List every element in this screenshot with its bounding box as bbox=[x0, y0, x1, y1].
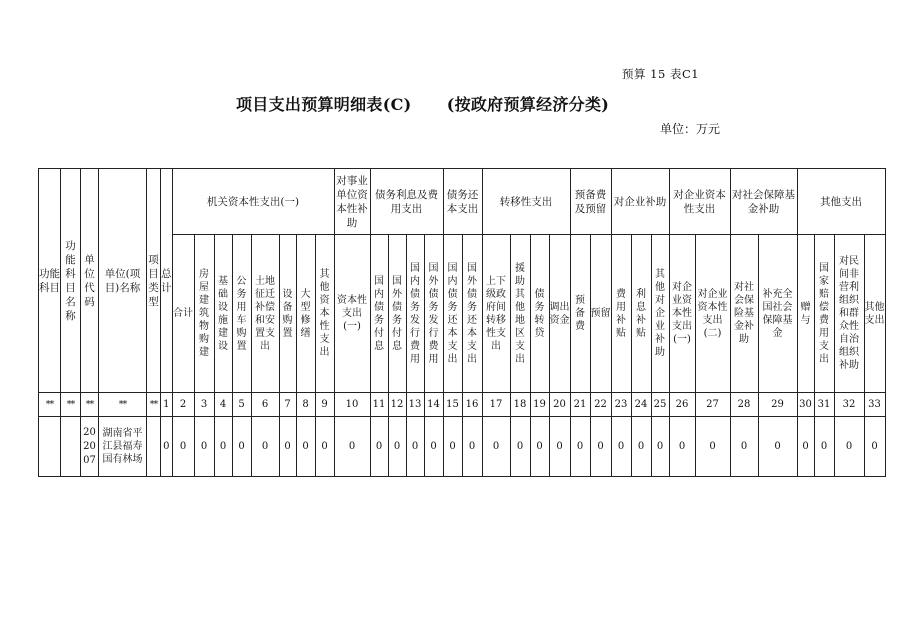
group-header-debt-principal: 债务还本支出 bbox=[443, 169, 482, 235]
index-cell: 20 bbox=[549, 393, 570, 417]
group-header-enterprise-subsidy: 对企业补助 bbox=[611, 169, 669, 235]
value-cell: 0 bbox=[814, 417, 834, 477]
value-cell: 0 bbox=[530, 417, 549, 477]
index-cell: 1 bbox=[161, 393, 173, 417]
col-header: 国外债务还本支出 bbox=[462, 235, 482, 393]
index-cell: 31 bbox=[814, 393, 834, 417]
index-cell: ** bbox=[39, 393, 61, 417]
group-header-social-security: 对社会保障基金补助 bbox=[730, 169, 797, 235]
index-cell: 11 bbox=[370, 393, 388, 417]
func-name-cell bbox=[61, 417, 81, 477]
col-header: 国内债务付息 bbox=[370, 235, 388, 393]
index-row bbox=[39, 393, 886, 417]
table-row bbox=[39, 417, 886, 477]
col-header: 房屋建筑物购建 bbox=[194, 235, 214, 393]
col-header: 公务用车购置 bbox=[232, 235, 251, 393]
budget-table bbox=[38, 168, 886, 477]
value-cell: 0 bbox=[172, 417, 194, 477]
index-cell: 4 bbox=[214, 393, 232, 417]
col-header: 对企业资本性支出(一) bbox=[669, 235, 695, 393]
index-cell: 18 bbox=[510, 393, 530, 417]
value-cell: 0 bbox=[214, 417, 232, 477]
col-header: 债务转贷 bbox=[530, 235, 549, 393]
col-header-func-code: 功能科目 bbox=[39, 169, 61, 393]
value-cell: 0 bbox=[864, 417, 885, 477]
col-header: 国内债务发行费用 bbox=[406, 235, 424, 393]
col-header: 设备购置 bbox=[279, 235, 296, 393]
value-cell: 0 bbox=[730, 417, 758, 477]
index-cell: 33 bbox=[864, 393, 885, 417]
index-cell: 14 bbox=[424, 393, 443, 417]
index-cell: 12 bbox=[388, 393, 406, 417]
index-cell: 25 bbox=[651, 393, 669, 417]
group-header-row bbox=[39, 169, 886, 235]
value-cell: 0 bbox=[834, 417, 864, 477]
col-header: 调出资金 bbox=[549, 235, 570, 393]
value-cell: 0 bbox=[570, 417, 590, 477]
index-cell: 19 bbox=[530, 393, 549, 417]
value-cell: 0 bbox=[590, 417, 611, 477]
col-header: 补充全国社会保障基金 bbox=[758, 235, 797, 393]
unit-code-cell: 202007 bbox=[81, 417, 99, 477]
index-cell: 21 bbox=[570, 393, 590, 417]
index-cell: 6 bbox=[251, 393, 279, 417]
index-cell: 22 bbox=[590, 393, 611, 417]
index-cell: ** bbox=[81, 393, 99, 417]
value-cell: 0 bbox=[370, 417, 388, 477]
index-cell: 7 bbox=[279, 393, 296, 417]
col-header: 利息补贴 bbox=[631, 235, 651, 393]
col-header: 赠与 bbox=[797, 235, 814, 393]
group-header-agency-capital: 机关资本性支出(一) bbox=[172, 169, 334, 235]
value-cell: 0 bbox=[462, 417, 482, 477]
col-header: 其他支出 bbox=[864, 235, 885, 393]
value-cell: 0 bbox=[424, 417, 443, 477]
index-cell: 9 bbox=[315, 393, 334, 417]
group-header-institution-capital: 对事业单位资本性补助 bbox=[334, 169, 370, 235]
func-code-cell bbox=[39, 417, 61, 477]
index-cell: 32 bbox=[834, 393, 864, 417]
value-cell: 0 bbox=[631, 417, 651, 477]
value-cell: 0 bbox=[443, 417, 462, 477]
index-cell: 27 bbox=[695, 393, 730, 417]
index-cell: 8 bbox=[296, 393, 315, 417]
value-cell: 0 bbox=[251, 417, 279, 477]
col-header: 资本性支出(一) bbox=[334, 235, 370, 393]
value-cell: 0 bbox=[669, 417, 695, 477]
col-header: 其他对企业补助 bbox=[651, 235, 669, 393]
group-header-enterprise-capital: 对企业资本性支出 bbox=[669, 169, 730, 235]
index-cell: ** bbox=[147, 393, 161, 417]
col-header: 其他资本性支出 bbox=[315, 235, 334, 393]
value-cell: 0 bbox=[695, 417, 730, 477]
col-header-func-name: 功能科目名称 bbox=[61, 169, 81, 393]
index-cell: 26 bbox=[669, 393, 695, 417]
unit-label: 单位：万元 bbox=[660, 122, 721, 136]
index-cell: 10 bbox=[334, 393, 370, 417]
col-header: 预备费 bbox=[570, 235, 590, 393]
col-header: 对企业资本性支出(二) bbox=[695, 235, 730, 393]
page-title: 项目支出预算明细表(C) (按政府预算经济分类) bbox=[236, 95, 610, 114]
group-header-transfer: 转移性支出 bbox=[482, 169, 570, 235]
value-cell: 0 bbox=[315, 417, 334, 477]
index-cell: 13 bbox=[406, 393, 424, 417]
project-type-cell bbox=[147, 417, 161, 477]
col-header: 对社会保险基金补助 bbox=[730, 235, 758, 393]
col-header: 援助其他地区支出 bbox=[510, 235, 530, 393]
col-header-unit-code: 单位代码 bbox=[81, 169, 99, 393]
value-cell: 0 bbox=[406, 417, 424, 477]
value-cell: 0 bbox=[758, 417, 797, 477]
col-header: 上下级政府间转移性支出 bbox=[482, 235, 510, 393]
col-header: 国内债务还本支出 bbox=[443, 235, 462, 393]
form-code: 预算 15 表C1 bbox=[622, 67, 700, 81]
value-cell: 0 bbox=[161, 417, 173, 477]
index-cell: 15 bbox=[443, 393, 462, 417]
col-header: 国外债务付息 bbox=[388, 235, 406, 393]
col-header-project-type: 项目类型 bbox=[147, 169, 161, 393]
col-header: 土地征迁补偿和安置支出 bbox=[251, 235, 279, 393]
col-header: 预留 bbox=[590, 235, 611, 393]
unit-name-cell: 湖南省平江县福寿国有林场 bbox=[99, 417, 147, 477]
index-cell: 16 bbox=[462, 393, 482, 417]
index-cell: ** bbox=[61, 393, 81, 417]
value-cell: 0 bbox=[194, 417, 214, 477]
value-cell: 0 bbox=[797, 417, 814, 477]
index-cell: 2 bbox=[172, 393, 194, 417]
value-cell: 0 bbox=[334, 417, 370, 477]
value-cell: 0 bbox=[296, 417, 315, 477]
col-header: 基础设施建设 bbox=[214, 235, 232, 393]
group-header-other: 其他支出 bbox=[797, 169, 885, 235]
group-header-reserve: 预备费及预留 bbox=[570, 169, 611, 235]
col-header: 国外债务发行费用 bbox=[424, 235, 443, 393]
index-cell: 3 bbox=[194, 393, 214, 417]
value-cell: 0 bbox=[611, 417, 631, 477]
col-header: 费用补贴 bbox=[611, 235, 631, 393]
col-header: 对民间非营利组织和群众性自治组织补助 bbox=[834, 235, 864, 393]
col-header: 大型修缮 bbox=[296, 235, 315, 393]
index-cell: 17 bbox=[482, 393, 510, 417]
index-cell: 30 bbox=[797, 393, 814, 417]
index-cell: 24 bbox=[631, 393, 651, 417]
index-cell: ** bbox=[99, 393, 147, 417]
col-header: 合计 bbox=[172, 235, 194, 393]
index-cell: 28 bbox=[730, 393, 758, 417]
group-header-debt-interest: 债务利息及费用支出 bbox=[370, 169, 443, 235]
index-cell: 23 bbox=[611, 393, 631, 417]
value-cell: 0 bbox=[232, 417, 251, 477]
col-header: 国家赔偿费用支出 bbox=[814, 235, 834, 393]
value-cell: 0 bbox=[388, 417, 406, 477]
value-cell: 0 bbox=[482, 417, 510, 477]
value-cell: 0 bbox=[279, 417, 296, 477]
value-cell: 0 bbox=[651, 417, 669, 477]
index-cell: 29 bbox=[758, 393, 797, 417]
col-header-unit-name: 单位(项目)名称 bbox=[99, 169, 147, 393]
value-cell: 0 bbox=[549, 417, 570, 477]
col-header-total: 总计 bbox=[161, 169, 173, 393]
index-cell: 5 bbox=[232, 393, 251, 417]
value-cell: 0 bbox=[510, 417, 530, 477]
